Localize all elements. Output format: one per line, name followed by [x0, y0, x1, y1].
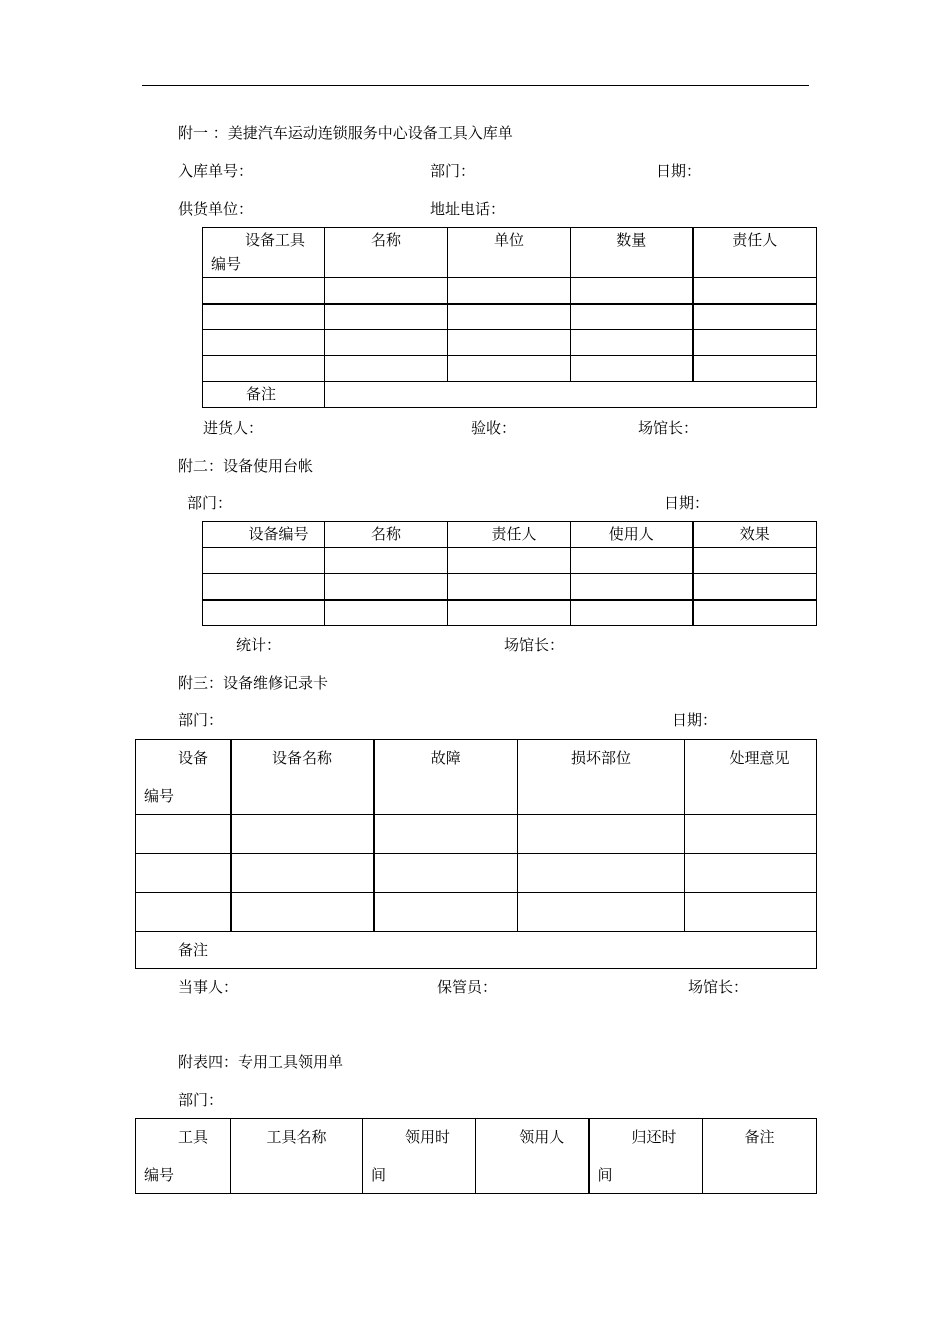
- t1-table: [202, 227, 817, 408]
- table-row: [203, 600, 817, 626]
- t4-dept-label: 部门：: [178, 1091, 224, 1109]
- t1-dept-label: 部门：: [430, 162, 476, 180]
- t3-party-label: 当事人：: [178, 978, 239, 996]
- t2-header-effect: 效果: [693, 522, 817, 548]
- t4-header-name: 工具名称: [231, 1119, 363, 1194]
- t1-remark-label: 备注: [203, 382, 325, 408]
- t4-header-borrow-time-line2: 间: [371, 1166, 387, 1184]
- t1-remark-row: [203, 382, 817, 408]
- t3-header-name: 设备名称: [231, 740, 374, 815]
- t1-header-id-line1: 设备工具: [245, 231, 306, 249]
- t2-dept-label: 部门：: [187, 494, 233, 512]
- t3-remark-row: [136, 932, 817, 969]
- t4-header-borrow-time-line1: 领用时: [405, 1128, 451, 1146]
- t1-header-id-line2: 编号: [211, 255, 242, 273]
- table-row: [136, 893, 817, 932]
- t3-header-part: 损坏部位: [518, 740, 685, 815]
- t3-header-id-line2: 编号: [144, 787, 175, 805]
- t1-header-name: 名称: [325, 228, 448, 278]
- table-row: [203, 330, 817, 356]
- t3-title: 附三：设备维修记录卡: [178, 674, 329, 692]
- t2-header-row: [203, 522, 817, 548]
- t1-remark-cell: [325, 382, 817, 408]
- t1-check-label: 验收：: [471, 419, 517, 437]
- t1-header-qty: 数量: [571, 228, 693, 278]
- t3-header-fault: 故障: [374, 740, 518, 815]
- t2-header-id: 设备编号: [203, 522, 325, 548]
- t2-stat-label: 统计：: [236, 636, 282, 654]
- t4-header-return-time-line1: 归还时: [631, 1128, 677, 1146]
- t4-title: 附表四：专用工具领用单: [178, 1053, 344, 1071]
- header-rule: [142, 85, 809, 86]
- t1-date-label: 日期：: [656, 162, 702, 180]
- table-row: [203, 304, 817, 330]
- t2-table: [202, 521, 817, 626]
- t2-manager-label: 场馆长：: [504, 636, 565, 654]
- t4-header-borrower: 领用人: [476, 1119, 589, 1194]
- t3-remark-label: 备注: [136, 932, 817, 969]
- t2-title: 附二：设备使用台帐: [178, 457, 314, 475]
- t1-order-no-label: 入库单号：: [178, 162, 254, 180]
- t2-header-name: 名称: [325, 522, 448, 548]
- t1-title: 附一 ：美捷汽车运动连锁服务中心设备工具入库单: [178, 124, 513, 142]
- t2-header-user: 使用人: [571, 522, 693, 548]
- t3-keeper-label: 保管员：: [437, 978, 498, 996]
- t3-header-row: [136, 740, 817, 815]
- t4-header-remark: 备注: [703, 1119, 817, 1194]
- table-row: [136, 815, 817, 854]
- t2-header-owner: 责任人: [448, 522, 571, 548]
- t1-addr-phone-label: 地址电话：: [430, 200, 506, 218]
- table-row: [136, 854, 817, 893]
- t3-date-label: 日期：: [672, 711, 718, 729]
- t1-buyer-label: 进货人：: [203, 419, 264, 437]
- t3-header-opinion: 处理意见: [685, 740, 817, 815]
- t3-manager-label: 场馆长：: [688, 978, 749, 996]
- t1-header-unit: 单位: [448, 228, 571, 278]
- t1-header-owner: 责任人: [693, 228, 817, 278]
- table-row: [203, 548, 817, 574]
- table-row: [203, 278, 817, 304]
- t1-header-row: [203, 228, 817, 278]
- t1-supplier-label: 供货单位：: [178, 200, 254, 218]
- table-row: [203, 574, 817, 600]
- t3-dept-label: 部门：: [178, 711, 224, 729]
- t4-header-id-line2: 编号: [144, 1166, 175, 1184]
- t2-date-label: 日期：: [664, 494, 710, 512]
- t1-manager-label: 场馆长：: [638, 419, 699, 437]
- t3-header-id-line1: 设备: [178, 749, 209, 767]
- t3-table: [135, 739, 817, 969]
- table-row: [203, 356, 817, 382]
- t4-header-row: [136, 1119, 817, 1194]
- t4-header-id-line1: 工具: [178, 1128, 209, 1146]
- t4-table: [135, 1118, 817, 1194]
- t4-header-return-time-line2: 间: [597, 1166, 613, 1184]
